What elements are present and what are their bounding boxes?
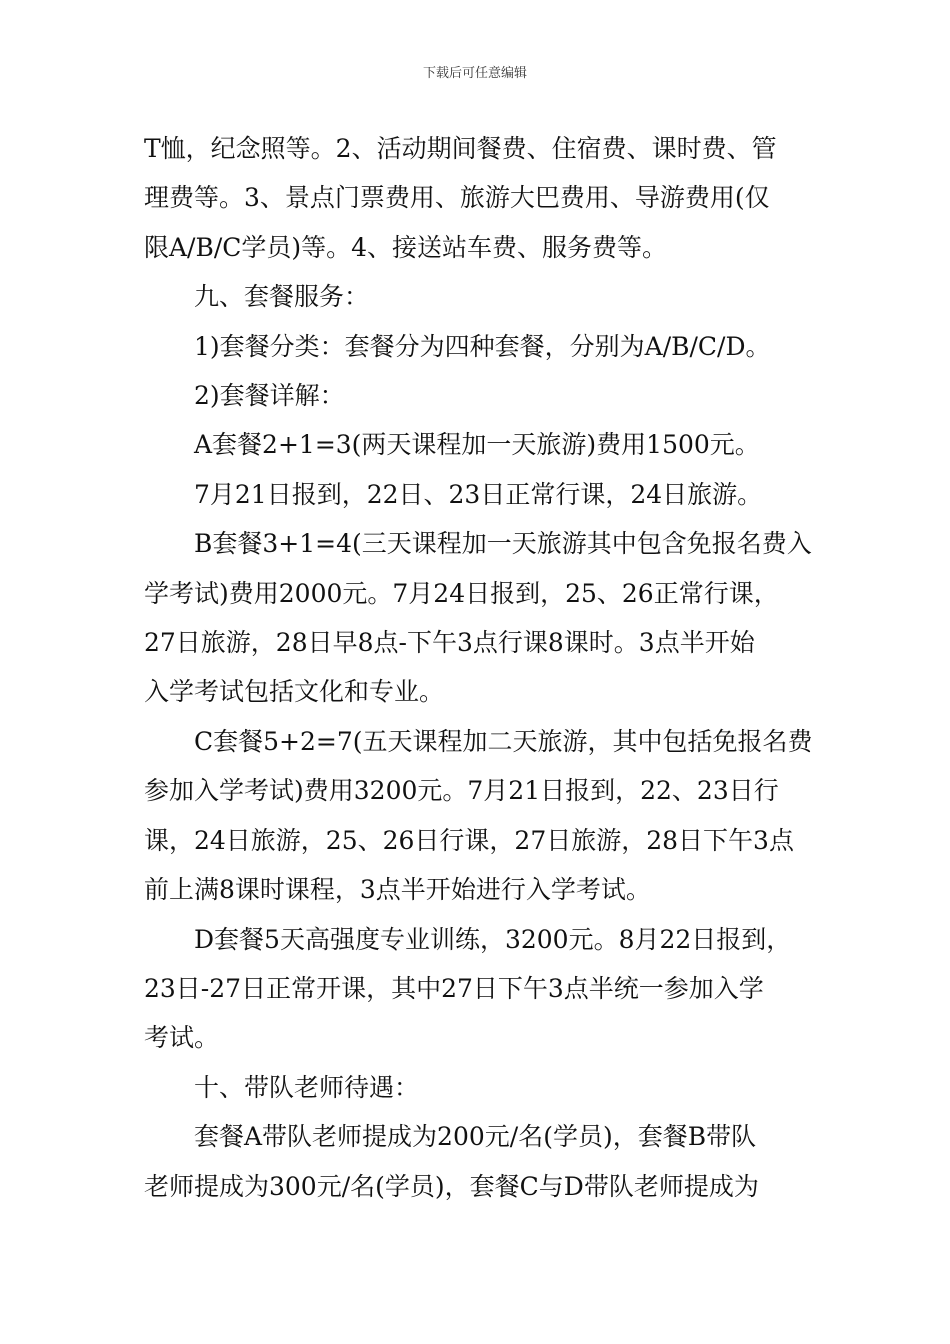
text-line: 23日-27日正常开课，其中27日下午3点半统一参加入学: [144, 973, 764, 1003]
text-line: A套餐2+1=3(两天课程加一天旅游)费用1500元。: [194, 430, 760, 460]
text-line: 老师提成为300元/名(学员)，套餐C与D带队老师提成为: [144, 1171, 759, 1201]
text-line: 理费等。3、景点门票费用、旅游大巴费用、导游费用(仅: [144, 183, 770, 213]
text-line: 限A/B/C学员)等。4、接送站车费、服务费等。: [144, 232, 668, 262]
text-line: 课，24日旅游，25、26日行课，27日旅游，28日下午3点: [144, 825, 794, 855]
text-line: 前上满8课时课程，3点半开始进行入学考试。: [144, 875, 651, 905]
text-line: D套餐5天高强度专业训练，3200元。8月22日报到，: [194, 924, 792, 954]
text-line: 参加入学考试)费用3200元。7月21日报到，22、23日行: [144, 776, 779, 806]
text-line: 2)套餐详解：: [194, 381, 345, 411]
document-body: [144, 124, 814, 1211]
text-line: 入学考试包括文化和专业。: [144, 677, 445, 707]
section-heading: 九、套餐服务：: [194, 282, 370, 312]
text-line: 套餐A带队老师提成为200元/名(学员)，套餐B带队: [194, 1122, 757, 1152]
text-line: 学考试)费用2000元。7月24日报到，25、26正常行课，: [144, 578, 779, 608]
text-line: B套餐3+1=4(三天课程加一天旅游其中包含免报名费入: [194, 529, 812, 559]
text-line: 1)套餐分类：套餐分为四种套餐，分别为A/B/C/D。: [194, 331, 771, 361]
section-heading: 十、带队老师待遇：: [194, 1072, 420, 1102]
text-line: T恤，纪念照等。2、活动期间餐费、住宿费、课时费、管: [144, 134, 777, 163]
text-line: 27日旅游，28日早8点-下午3点行课8课时。3点半开始: [144, 628, 755, 658]
text-line: C套餐5+2=7(五天课程加二天旅游，其中包括免报名费: [194, 726, 813, 756]
page-header: 下载后可任意编辑: [422, 66, 527, 81]
text-line: 考试。: [144, 1023, 220, 1053]
text-line: 7月21日报到，22日、23日正常行课，24日旅游。: [194, 479, 763, 509]
